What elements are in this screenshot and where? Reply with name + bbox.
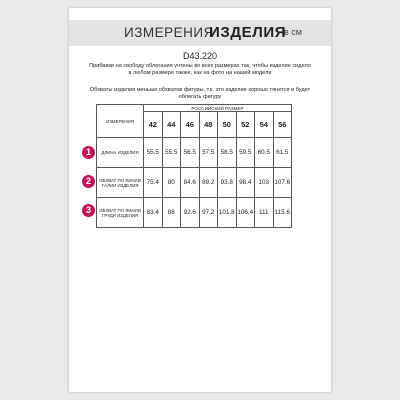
value-cell: 57.5 xyxy=(199,138,218,168)
product-code: D43.220 xyxy=(182,51,218,61)
header-main-text: ИЗДЕЛИЯ xyxy=(209,24,287,41)
value-cell: 59.5 xyxy=(236,138,255,168)
size-cell: 46 xyxy=(181,112,200,138)
header-left-text: ИЗМЕРЕНИЯ xyxy=(124,25,214,40)
value-cell: 55.5 xyxy=(144,138,163,168)
value-cell: 83.4 xyxy=(144,198,163,228)
header-unit-text: в см xyxy=(284,27,302,37)
table-row xyxy=(97,168,292,198)
value-cell: 58.5 xyxy=(218,138,237,168)
table-group-header-row xyxy=(97,105,292,112)
row-number-badge-1: 1 xyxy=(82,146,95,159)
size-cell: 42 xyxy=(144,112,163,138)
fit-note: Прибавки на свободу облегания учтены во всех размерах так, чтобы изделие сидело в любом размере также, как на фото на нашей модели xyxy=(89,63,311,77)
table-row xyxy=(97,138,292,168)
size-cell: 56 xyxy=(273,112,292,138)
row-label: ОБХВАТ ПО ЛИНИИ ГРУДИ ИЗДЕЛИЯ xyxy=(97,198,144,228)
size-cell: 52 xyxy=(236,112,255,138)
size-cell: 44 xyxy=(162,112,181,138)
size-cell: 48 xyxy=(199,112,218,138)
value-cell: 107.6 xyxy=(273,168,292,198)
value-cell: 115.6 xyxy=(273,198,292,228)
value-cell: 106.4 xyxy=(236,198,255,228)
row-number-badge-3: 3 xyxy=(82,204,95,217)
value-cell: 93.8 xyxy=(218,168,237,198)
value-cell: 98.4 xyxy=(236,168,255,198)
table-row xyxy=(97,198,292,228)
value-cell: 92.6 xyxy=(181,198,200,228)
value-cell: 89.2 xyxy=(199,168,218,198)
value-cell: 60.5 xyxy=(255,138,274,168)
size-cell: 50 xyxy=(218,112,237,138)
row-label: ОБХВАТ ПО ЛИНИИ ТАЛИИ ИЗДЕЛИЯ xyxy=(97,168,144,198)
value-cell: 103 xyxy=(255,168,274,198)
value-cell: 97.2 xyxy=(199,198,218,228)
value-cell: 101.8 xyxy=(218,198,237,228)
header-band xyxy=(69,20,331,46)
value-cell: 56.5 xyxy=(181,138,200,168)
measurements-header-cell: ИЗМЕРЕНИЯ xyxy=(97,105,144,138)
value-cell: 84.6 xyxy=(181,168,200,198)
size-table xyxy=(96,104,292,228)
value-cell: 75.4 xyxy=(144,168,163,198)
stretch-note: Обхваты изделия меньше обхватов фигуры, т.к. это изделие хорошо тянется и будет облегать фигуру xyxy=(89,87,311,101)
value-cell: 111 xyxy=(255,198,274,228)
russian-size-header: РОССИЙСКИЙ РАЗМЕР xyxy=(144,105,292,112)
size-chart-sheet xyxy=(69,8,331,392)
value-cell: 80 xyxy=(162,168,181,198)
size-cell: 54 xyxy=(255,112,274,138)
value-cell: 88 xyxy=(162,198,181,228)
row-label: ДЛИНА ИЗДЕЛИЯ xyxy=(97,138,144,168)
value-cell: 61.5 xyxy=(273,138,292,168)
row-number-badge-2: 2 xyxy=(82,175,95,188)
value-cell: 55.5 xyxy=(162,138,181,168)
